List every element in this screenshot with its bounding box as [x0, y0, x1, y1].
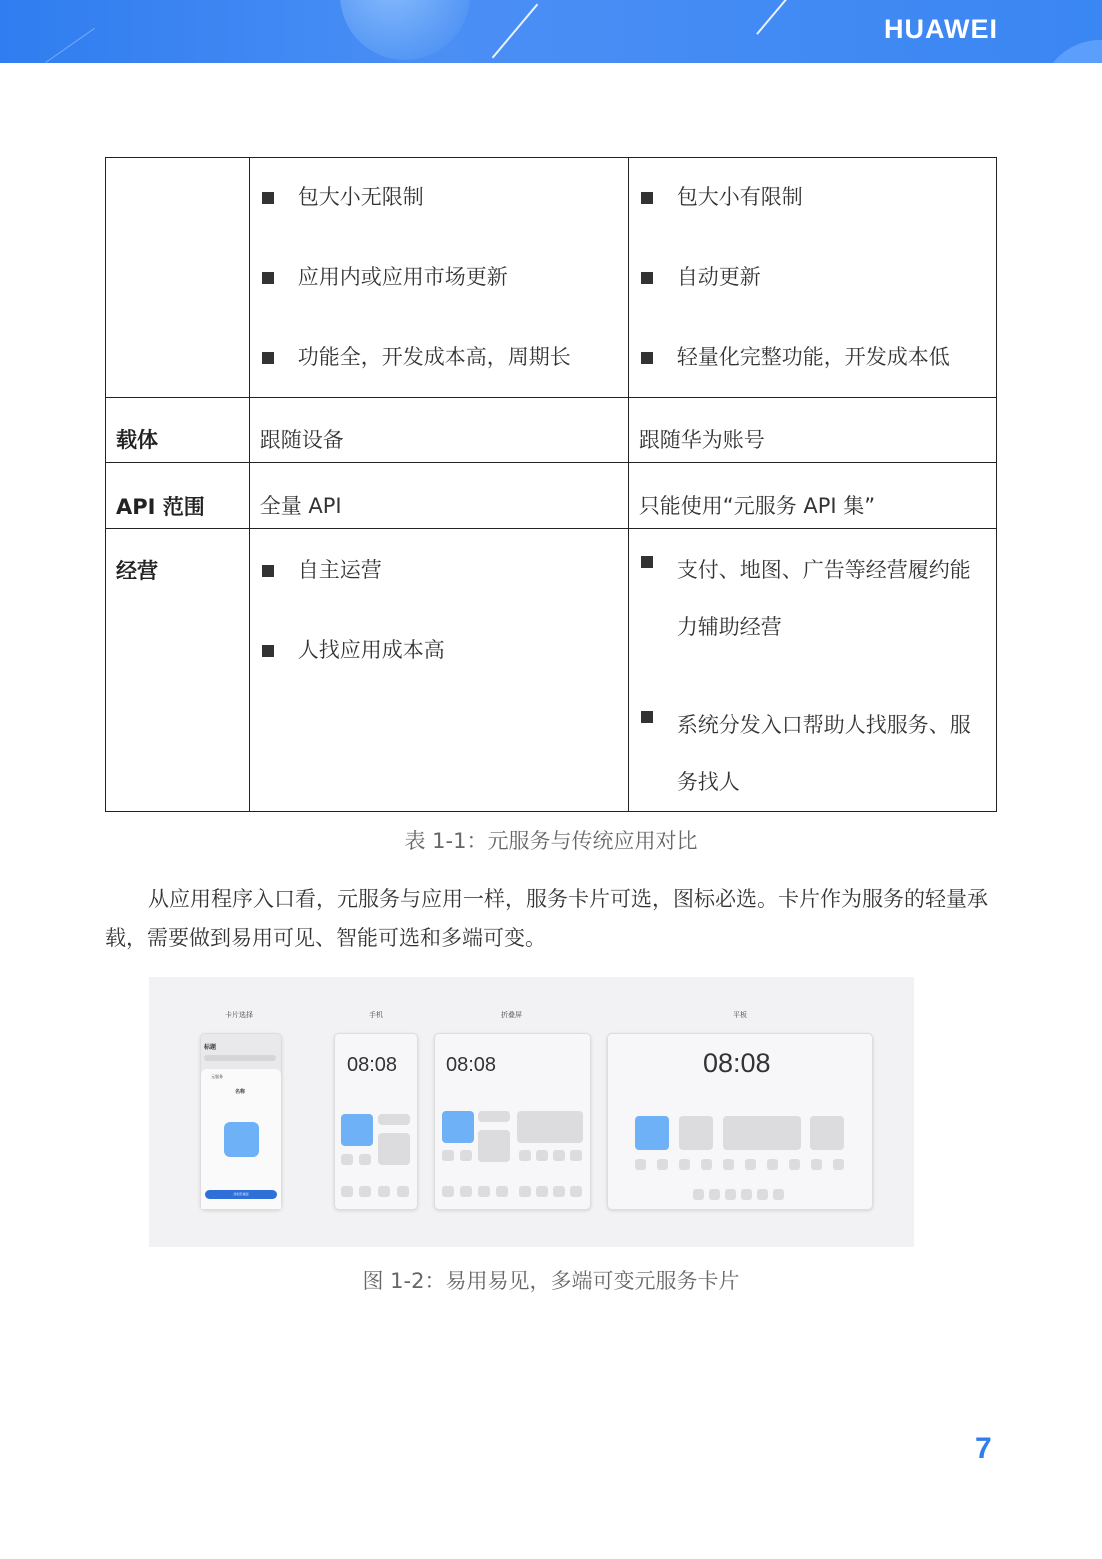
dock-icon [553, 1186, 565, 1197]
tablet-device [607, 1033, 873, 1210]
row-label: 载体 [116, 428, 158, 452]
card-selector-device [200, 1033, 282, 1210]
widget-card [517, 1111, 583, 1143]
widget-card [478, 1111, 510, 1122]
dock-icon [397, 1186, 409, 1197]
table-cell [106, 529, 250, 812]
widget-card [723, 1116, 801, 1150]
cell-text: 跟随华为账号 [638, 428, 765, 452]
app-icon [570, 1150, 582, 1161]
figure-device-cards [149, 977, 914, 1247]
clock-text: 08:08 [347, 1054, 398, 1076]
table-cell [249, 463, 628, 529]
widget-card [810, 1116, 844, 1150]
widget-card [341, 1114, 373, 1146]
table-cell [628, 463, 996, 529]
figure-caption: 图 1-2：易用易见，多端可变元服务卡片 [362, 1269, 740, 1293]
add-to-desktop-button: 添加至桌面 [205, 1190, 277, 1199]
dock-icon [741, 1189, 752, 1200]
table-cell [249, 529, 628, 812]
app-icon [789, 1159, 800, 1170]
figure-label-phone: 手机 [369, 1011, 383, 1019]
app-icon [635, 1159, 646, 1170]
bullet-item: 功能全，开发成本高，周期长 [250, 338, 628, 377]
dock-icon [496, 1186, 508, 1197]
dock-icon [460, 1186, 472, 1197]
app-icon [460, 1150, 472, 1161]
search-bar [204, 1055, 276, 1061]
row-label: 经营 [116, 559, 158, 583]
table-row [106, 529, 997, 812]
cell-text: 跟随设备 [259, 428, 344, 452]
app-icon [679, 1159, 690, 1170]
table-row [106, 158, 997, 398]
dock-icon [478, 1186, 490, 1197]
app-icon [767, 1159, 778, 1170]
dock-icon [757, 1189, 768, 1200]
bullet-item: 自主运营 [250, 551, 628, 590]
dock-icon [536, 1186, 548, 1197]
dock-icon [570, 1186, 582, 1197]
widget-card [635, 1116, 669, 1150]
app-icon [833, 1159, 844, 1170]
table-cell [106, 158, 250, 398]
bullet-item: 系统分发入口帮助人找服务、服务找人 [629, 697, 990, 811]
card-sheet [201, 1069, 281, 1209]
dock-icon [442, 1186, 454, 1197]
bullet-item: 人找应用成本高 [250, 631, 628, 670]
table-row [106, 463, 997, 529]
banner-line-decoration [45, 28, 95, 63]
page-number: 7 [975, 1432, 992, 1465]
app-icon [536, 1150, 548, 1161]
app-icon [341, 1154, 353, 1165]
selector-name: 名称 [235, 1089, 246, 1095]
app-icon [657, 1159, 668, 1170]
comparison-table [105, 157, 997, 812]
table-row [106, 398, 997, 463]
dock-icon [378, 1186, 390, 1197]
bullet-item: 包大小有限制 [629, 178, 996, 217]
clock-text: 08:08 [446, 1054, 497, 1076]
clock-text: 08:08 [703, 1048, 771, 1078]
header-banner [0, 0, 1102, 63]
dock-icon [709, 1189, 720, 1200]
dock-icon [725, 1189, 736, 1200]
app-icon [723, 1159, 734, 1170]
bullet-item: 轻量化完整功能，开发成本低 [629, 338, 996, 377]
bullet-item: 包大小无限制 [250, 178, 628, 217]
table-cell [249, 158, 628, 398]
bullet-item: 应用内或应用市场更新 [250, 258, 628, 297]
selector-service-label: 元服务 [211, 1074, 223, 1079]
widget-card [378, 1114, 410, 1125]
app-icon [553, 1150, 565, 1161]
banner-line-decoration [756, 0, 790, 35]
app-icon [701, 1159, 712, 1170]
app-icon [811, 1159, 822, 1170]
banner-line-decoration [492, 4, 539, 59]
bullet-item: 自动更新 [629, 258, 996, 297]
widget-preview [224, 1122, 259, 1157]
body-paragraph: 从应用程序入口看，元服务与应用一样，服务卡片可选，图标必选。卡片作为服务的轻量承载，需要做到易用可见、智能可选和多端可变。 [105, 887, 988, 950]
bullet-item: 支付、地图、广告等经营履约能力辅助经营 [629, 542, 990, 656]
widget-card [442, 1111, 474, 1143]
figure-label-foldable: 折叠屏 [501, 1011, 522, 1019]
row-label: API 范围 [116, 495, 205, 519]
app-icon [519, 1150, 531, 1161]
dock-icon [773, 1189, 784, 1200]
brand-logo: HUAWEI [884, 14, 998, 44]
cell-text: 全量 API [259, 494, 342, 518]
cell-text: 只能使用“元服务 API 集” [638, 494, 876, 518]
widget-card [378, 1133, 410, 1165]
phone-device [334, 1033, 418, 1210]
table-caption: 表 1-1：元服务与传统应用对比 [404, 829, 698, 853]
dock-icon [519, 1186, 531, 1197]
dock-icon [341, 1186, 353, 1197]
widget-card [478, 1130, 510, 1162]
widget-card [679, 1116, 713, 1150]
table-cell [249, 398, 628, 463]
figure-label-card-select: 卡片选择 [225, 1011, 253, 1019]
banner-circle-decoration [1040, 40, 1102, 63]
app-icon [359, 1154, 371, 1165]
figure-label-tablet: 平板 [733, 1011, 747, 1019]
table-cell [628, 529, 996, 812]
table-cell [106, 398, 250, 463]
table-cell [628, 398, 996, 463]
dock-icon [693, 1189, 704, 1200]
app-icon [745, 1159, 756, 1170]
dock-icon [359, 1186, 371, 1197]
table-cell [628, 158, 996, 398]
banner-circle-decoration [340, 0, 470, 60]
selector-title: 标题 [204, 1044, 217, 1051]
table-cell [106, 463, 250, 529]
foldable-device [434, 1033, 591, 1210]
app-icon [442, 1150, 454, 1161]
